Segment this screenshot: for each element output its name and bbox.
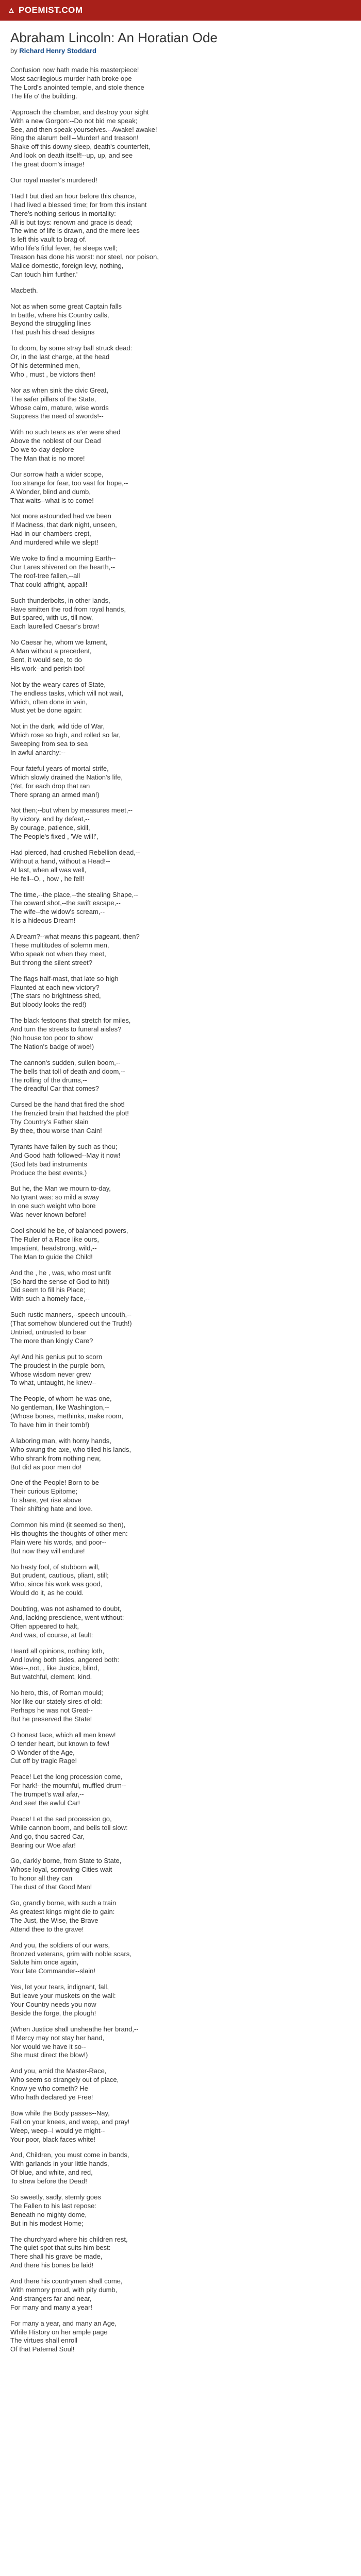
stanza xyxy=(10,1395,351,1430)
poem-line: Our Lares shivered on the hearth,-- xyxy=(10,563,116,571)
poem-line: In battle, where his Country calls, xyxy=(10,311,109,319)
poem-line: A laboring man, with horny hands, xyxy=(10,1436,111,1445)
poem-line: To share, yet rise above xyxy=(10,1496,82,1504)
poem-line: Go, darkly borne, from State to State, xyxy=(10,1857,122,1865)
poem-line: Of that Paternal Soul! xyxy=(10,2345,75,2353)
poem-line: O tender heart, but known to few! xyxy=(10,1739,110,1748)
poem-line: Of blue, and white, and red, xyxy=(10,2168,93,2177)
poem-line: The Man to guide the Child! xyxy=(10,1252,93,1261)
poem-line: See, and then speak yourselves.--Awake! awake! xyxy=(10,125,157,133)
poem-line: As greatest kings might die to gain: xyxy=(10,1907,115,1916)
poem-line: 'Approach the chamber, and destroy your sight xyxy=(10,108,149,116)
poem-line: (God lets bad instruments xyxy=(10,1160,87,1168)
poem-line: Had pierced, had crushed Rebellion dead,-- xyxy=(10,848,140,856)
stanza xyxy=(10,722,351,757)
poem-line: The time,--the place,--the stealing Shape,-- xyxy=(10,890,138,899)
poem-line: The Man that is no more! xyxy=(10,454,85,463)
poem-line: It is a hideous Dream! xyxy=(10,917,76,925)
poem-line: Which rose so high, and rolled so far, xyxy=(10,731,121,739)
author-link[interactable]: Richard Henry Stoddard xyxy=(19,47,96,55)
stanza xyxy=(10,1479,351,1514)
poem-line: To strew before the Dead! xyxy=(10,2177,87,2185)
stanza xyxy=(10,344,351,379)
poem-line: Macbeth. xyxy=(10,286,38,294)
poem-line: Thy Country's Father slain xyxy=(10,1118,89,1126)
poem-line: Salute him once again, xyxy=(10,1958,79,1967)
stanza xyxy=(10,1689,351,1724)
poem-line: The rolling of the drums,-- xyxy=(10,1076,87,1084)
poem-line: Not then;--but when by measures meet,-- xyxy=(10,806,133,815)
poem-line: And murdered while we slept! xyxy=(10,538,99,547)
poem-line: There shall his grave be made, xyxy=(10,2252,103,2261)
poem-line: Who shrank from nothing new, xyxy=(10,1454,101,1462)
poem-line: Whose loyal, sorrowing Cities wait xyxy=(10,1866,112,1874)
poem-line: Nor as when sink the civic Great, xyxy=(10,386,109,394)
poem-line: We woke to find a mourning Earth-- xyxy=(10,554,116,563)
poem-line: Of his determined men, xyxy=(10,362,80,370)
poem-line: The Nation's badge of woe!) xyxy=(10,1042,94,1050)
poem-line: Peace! Let the sad procession go, xyxy=(10,1815,112,1823)
stanza xyxy=(10,1731,351,1766)
poem-line: Bearing our Woe afar! xyxy=(10,1841,76,1849)
stanza xyxy=(10,2319,351,2354)
poem-line: The People, of whom he was one, xyxy=(10,1395,112,1403)
poem-line: But spared, with us, till now, xyxy=(10,614,93,622)
stanza xyxy=(10,2235,351,2270)
stanza xyxy=(10,1647,351,1682)
poem-line: A Wonder, blind and dumb, xyxy=(10,487,91,496)
poem-line: Is left this vault to brag of. xyxy=(10,235,87,244)
site-logo-text: POEMIST.COM xyxy=(19,5,83,15)
poem-line: That could affright, appall! xyxy=(10,580,88,588)
stanza xyxy=(10,933,351,968)
stanza xyxy=(10,1899,351,1934)
poem-line: Ay! And his genius put to scorn xyxy=(10,1352,103,1361)
poem-line: Know ye who cometh? He xyxy=(10,2084,89,2093)
poem-line: And loving both sides, angered both: xyxy=(10,1655,120,1664)
poem-line: And the , he , was, who most unfit xyxy=(10,1268,111,1277)
stanza xyxy=(10,470,351,505)
poem-line: Was--,not, , like Justice, blind, xyxy=(10,1664,100,1672)
poem-line: By thee, thou worse than Cain! xyxy=(10,1127,102,1135)
poem-line: Who , must , be victors then! xyxy=(10,370,95,378)
poem-line: (That somehow blundered out the Truth!) xyxy=(10,1319,132,1328)
stanza xyxy=(10,891,351,926)
stanza xyxy=(10,1227,351,1262)
poem-line: Do we to-day deplore xyxy=(10,446,74,454)
poem-line: The dreadful Car that comes? xyxy=(10,1084,99,1093)
poem-line: No Caesar he, whom we lament, xyxy=(10,638,108,647)
poem-line: But bloody looks the red!) xyxy=(10,1001,87,1009)
poem-line: With memory proud, with pity dumb, xyxy=(10,2286,118,2294)
poem-line: By courage, patience, skill, xyxy=(10,824,90,832)
poem-line: Who speak not when they meet, xyxy=(10,950,106,958)
poem-line: Untried, untrusted to bear xyxy=(10,1328,87,1336)
poem-line: Whose wisdom never grew xyxy=(10,1370,91,1378)
poem-line: Or, in the last charge, at the head xyxy=(10,353,110,361)
poem-body xyxy=(10,66,351,2354)
poem-line: Perhaps he was not Great-- xyxy=(10,1706,93,1715)
poem-line: Go, grandly borne, with such a train xyxy=(10,1899,117,1907)
stanza xyxy=(10,512,351,547)
stanza xyxy=(10,1437,351,1472)
poem-line: So sweetly, sadly, sternly goes xyxy=(10,2193,101,2201)
poem-line: But he preserved the State! xyxy=(10,1715,92,1723)
poem-line: With such a homely face,-- xyxy=(10,1295,90,1303)
poem-line: Weep, weep--I would ye might-- xyxy=(10,2126,105,2134)
stanza xyxy=(10,1059,351,1094)
poem-line: Bronzed veterans, grim with noble scars, xyxy=(10,1950,132,1958)
poem-line: Nor like our stately sires of old: xyxy=(10,1698,102,1706)
poem-line: All is but toys: renown and grace is dead; xyxy=(10,218,133,226)
poem-line: And look on death itself!--up, up, and see xyxy=(10,151,133,160)
poem-line: With garlands in your little hands, xyxy=(10,2160,109,2168)
poem-line: The life o' the building. xyxy=(10,92,77,100)
poem-line: The bells that toll of death and doom,-- xyxy=(10,1067,125,1075)
poem-line: (When Justice shall unsheathe her brand,-- xyxy=(10,2025,139,2033)
poem-line: A Man without a precedent, xyxy=(10,647,92,655)
stanza xyxy=(10,1100,351,1136)
poem-line: Your Country needs you now xyxy=(10,2000,96,2008)
poem-line: The cannon's sudden, sullen boom,-- xyxy=(10,1058,121,1066)
poem-line: To doom, by some stray ball struck dead: xyxy=(10,344,133,352)
poem-line: The Just, the Wise, the Brave xyxy=(10,1916,99,1924)
poem-line: For many and many a year! xyxy=(10,2303,92,2311)
stanza xyxy=(10,286,351,295)
stanza xyxy=(10,806,351,841)
poem-line: Whose calm, mature, wise words xyxy=(10,403,109,412)
stanza xyxy=(10,1773,351,1808)
poem-line: These multitudes of solemn men, xyxy=(10,941,109,949)
poem-line: Beneath no mighty dome, xyxy=(10,2210,87,2218)
stanza xyxy=(10,1143,351,1178)
poem-line: Who hath declared ye Free! xyxy=(10,2093,93,2101)
poem-line: Cool should he be, of balanced powers, xyxy=(10,1227,128,1235)
poem-line: The quiet spot that suits him best: xyxy=(10,2244,111,2252)
poem-line: With no such tears as e'er were shed xyxy=(10,428,121,436)
stanza xyxy=(10,1016,351,1052)
poem-line: The dust of that Good Man! xyxy=(10,1883,92,1891)
poem-line: If Madness, that dark night, unseen, xyxy=(10,521,117,529)
poem-line: And was, of course, at fault: xyxy=(10,1631,93,1639)
poem-line: Such rustic manners,--speech uncouth,-- xyxy=(10,1311,132,1319)
poem-line: The black festoons that stretch for miles, xyxy=(10,1016,131,1025)
poem-line: Too strange for fear, too vast for hope,-- xyxy=(10,479,128,487)
poem-line: Malice domestic, foreign levy, nothing, xyxy=(10,262,124,269)
poem-line: Which, often done in vain, xyxy=(10,698,88,706)
stanza xyxy=(10,192,351,279)
poem-line: If Mercy may not stay her hand, xyxy=(10,2033,105,2042)
poem-line: Their curious Epitome; xyxy=(10,1487,78,1496)
poem-line: (Yet, for each drop that ran xyxy=(10,782,90,790)
poem-line: O honest face, which all men knew! xyxy=(10,1731,116,1739)
poem-line: Suppress the need of swords!-- xyxy=(10,412,104,420)
poem-line: No tyrant was: so mild a sway xyxy=(10,1193,99,1201)
poem-line: The great doom's image! xyxy=(10,160,85,168)
poem-line: Who swung the axe, who tilled his lands, xyxy=(10,1445,132,1453)
poem-line: Confusion now hath made his masterpiece! xyxy=(10,66,139,74)
poem-line: For hark!--the mournful, muffled drum-- xyxy=(10,1782,126,1790)
poem-line: With a new Gorgon:--Do not bid me speak; xyxy=(10,116,138,125)
poem-line: Your poor, black faces white! xyxy=(10,2135,96,2143)
stanza xyxy=(10,66,351,101)
poem-line: Sent, it would see, to do xyxy=(10,655,82,664)
stanza xyxy=(10,2277,351,2312)
poem-line: And Good hath followed--May it now! xyxy=(10,1151,121,1159)
poem-line: Doubting, was not ashamed to doubt, xyxy=(10,1605,122,1613)
poem-line: O Wonder of the Age, xyxy=(10,1748,75,1756)
poem-line: Who seem so strangely out of place, xyxy=(10,2076,119,2084)
poem-line: Tyrants have fallen by such as thou; xyxy=(10,1142,118,1150)
poem-line: But now they will endure! xyxy=(10,1547,85,1555)
poem-line: Sweeping from sea to sea xyxy=(10,740,88,748)
stanza xyxy=(10,1521,351,1556)
poem-line: Such thunderbolts, in other lands, xyxy=(10,596,110,604)
poem-line: But watchful, clement, kind. xyxy=(10,1673,92,1681)
stanza xyxy=(10,2025,351,2060)
poem-line: While cannon boom, and bells toll slow: xyxy=(10,1823,128,1832)
poem-line: Impatient, headstrong, wild,-- xyxy=(10,1244,97,1252)
poem-line: The safer pillars of the State, xyxy=(10,395,96,403)
poem-line: But did as poor men do! xyxy=(10,1463,82,1471)
poem-line: No hero, this, of Roman mould; xyxy=(10,1689,103,1697)
poem-line: No gentleman, like Washington,-- xyxy=(10,1403,109,1412)
poem-line: To honor all they can xyxy=(10,1874,72,1883)
poem-line: No hasty fool, of stubborn will, xyxy=(10,1563,100,1571)
poem-line: The proudest in the purple born, xyxy=(10,1361,106,1369)
poem-line: But he, the Man we mourn to-day, xyxy=(10,1184,111,1193)
poem-line: The Fallen to his last repose: xyxy=(10,2201,96,2210)
poem-line: And strangers far and near, xyxy=(10,2294,92,2302)
poem-line: Who life's fitful fever, he sleeps well; xyxy=(10,244,118,252)
poem-line: Not by the weary cares of State, xyxy=(10,680,106,688)
poem-line: Common his mind (it seemed so then), xyxy=(10,1520,126,1529)
stanza xyxy=(10,2067,351,2102)
poem-line: The endless tasks, which will not wait, xyxy=(10,689,123,697)
stanza xyxy=(10,1857,351,1892)
poem-line: Ring the alarum bell!--Murder! and treason! xyxy=(10,134,139,142)
poem-line: Our royal master's murdered! xyxy=(10,176,97,184)
poem-line: In one such weight who bore xyxy=(10,1202,96,1210)
stanza xyxy=(10,176,351,185)
poem-line: Cursed be the hand that fired the shot! xyxy=(10,1100,125,1109)
stanza xyxy=(10,597,351,632)
poem-line: (Whose bones, methinks, make room, xyxy=(10,1412,123,1420)
stanza xyxy=(10,975,351,1010)
poem-line: I had lived a blessed time; for from this instant xyxy=(10,200,147,209)
poem-line: Did seem to fill his Place; xyxy=(10,1286,86,1294)
stanza xyxy=(10,2109,351,2144)
poem-line: But throng the silent street? xyxy=(10,958,92,967)
poem-line: Peace! Let the long procession come, xyxy=(10,1773,123,1781)
poem-byline xyxy=(10,47,351,55)
stanza xyxy=(10,849,351,884)
poem-line: Not in the dark, wild tide of War, xyxy=(10,722,105,731)
poem-line: Cut off by tragic Rage! xyxy=(10,1757,77,1765)
poem-line: Treason has done his worst: nor steel, nor poison, xyxy=(10,253,159,261)
stanza xyxy=(10,638,351,673)
poem-line: That push his dread designs xyxy=(10,328,95,336)
poem-line: The more than kingly Care? xyxy=(10,1336,93,1345)
poem-line: Had in our chambers crept, xyxy=(10,530,91,538)
poem-line: Without a hand, without a Head!-- xyxy=(10,857,110,865)
poem-line: Most sacrilegious murder hath broke ope xyxy=(10,75,132,83)
poem-line: And, Children, you must come in bands, xyxy=(10,2151,129,2159)
poem-line: Four fateful years of mortal strife, xyxy=(10,764,109,772)
poem-line: The coward shot,--the swift escape,-- xyxy=(10,899,121,907)
poem-line: Have smitten the rod from royal hands, xyxy=(10,605,126,613)
poem-line: There's nothing serious in mortality: xyxy=(10,209,116,217)
byline-prefix: by xyxy=(10,47,18,55)
poem-line: Fall on your knees, and weep, and pray! xyxy=(10,2117,130,2126)
poem-line: (No house too poor to show xyxy=(10,1034,93,1042)
poem-line: Which slowly drained the Nation's life, xyxy=(10,773,123,781)
poem-line: Their shifting hate and love. xyxy=(10,1505,93,1513)
poemist-logo-icon xyxy=(7,6,15,14)
poem-line: The Lord's anointed temple, and stole thence xyxy=(10,83,144,91)
poem-line: The wife--the widow's scream,-- xyxy=(10,908,105,916)
poem-line: His thoughts the thoughts of other men: xyxy=(10,1529,128,1537)
poem-line: Heard all opinions, nothing loth, xyxy=(10,1647,105,1655)
poem-line: The frenzied brain that hatched the plot! xyxy=(10,1109,129,1117)
stanza xyxy=(10,386,351,421)
poem-line: Above the noblest of our Dead xyxy=(10,437,101,445)
poem-line: Not more astounded had we been xyxy=(10,512,111,520)
poem-line: (The stars no brightness shed, xyxy=(10,992,101,1000)
stanza xyxy=(10,1563,351,1598)
poem-line: That waits--what is to come! xyxy=(10,496,94,504)
site-header xyxy=(0,0,361,21)
poem-line: To what, untaught, he knew-- xyxy=(10,1379,96,1387)
poem-line: In awful anarchy:-- xyxy=(10,748,65,756)
poem-line: And there his bones be laid! xyxy=(10,2261,94,2269)
stanza xyxy=(10,1815,351,1850)
poem-line: Your late Commander--slain! xyxy=(10,1967,95,1975)
poem-line: One of the People! Born to be xyxy=(10,1479,100,1487)
poem-line: Plain were his words, and poor-- xyxy=(10,1538,107,1546)
stanza xyxy=(10,1184,351,1219)
poem-line: By victory, and by defeat,-- xyxy=(10,815,90,823)
poem-content xyxy=(0,21,361,2354)
stanza xyxy=(10,302,351,337)
poem-line: Was never known before! xyxy=(10,1211,86,1219)
poem-line: The virtues shall enroll xyxy=(10,2336,78,2345)
poem-line: Shake off this downy sleep, death's counterfeit, xyxy=(10,143,151,151)
poem-line: But leave your muskets on the wall: xyxy=(10,1992,116,2000)
poem-line: There sprang an armed man!) xyxy=(10,790,100,799)
poem-line: Nor would we have it so-- xyxy=(10,2042,86,2050)
poem-line: And you, amid the Master-Race, xyxy=(10,2067,107,2075)
poem-line: Must yet be done again: xyxy=(10,706,82,715)
poem-line: Bow while the Body passes--Nay, xyxy=(10,2109,110,2117)
poem-line: The churchyard where his children rest, xyxy=(10,2235,128,2243)
poem-line: Attend thee to the grave! xyxy=(10,1925,84,1933)
poem-line: His work--and perish too! xyxy=(10,664,85,672)
poem-line: And turn the streets to funeral aisles? xyxy=(10,1025,122,1033)
stanza xyxy=(10,681,351,716)
stanza xyxy=(10,1311,351,1346)
poem-line: The wine of life is drawn, and the mere lees xyxy=(10,227,140,235)
stanza xyxy=(10,1605,351,1640)
poem-line: Would do it, as he could. xyxy=(10,1589,84,1597)
poem-line: For many a year, and many an Age, xyxy=(10,2319,117,2327)
stanza xyxy=(10,2151,351,2186)
poem-line: Flaunted at each new victory? xyxy=(10,983,100,991)
poem-line: Each laurelled Caesar's brow! xyxy=(10,622,100,631)
poem-line: The Ruler of a Race like ours, xyxy=(10,1235,99,1243)
poem-line: Our sorrow hath a wider scope, xyxy=(10,470,104,478)
poem-line: And go, thou sacred Car, xyxy=(10,1832,85,1840)
poem-line: Who, since his work was good, xyxy=(10,1580,103,1588)
stanza xyxy=(10,108,351,169)
stanza xyxy=(10,765,351,800)
poem-line: Produce the best events.) xyxy=(10,1168,87,1177)
poem-line: At last, when all was well, xyxy=(10,866,87,874)
poem-line: (So hard the sense of God to hit!) xyxy=(10,1277,110,1285)
poem-line: Often appeared to halt, xyxy=(10,1622,79,1630)
poem-line: And see! the awful Car! xyxy=(10,1799,80,1807)
stanza xyxy=(10,1983,351,2018)
poem-line: The flags half-mast, that late so high xyxy=(10,974,119,982)
poem-line: Yes, let your tears, indignant, fall, xyxy=(10,1983,109,1991)
poem-line: Not as when some great Captain falls xyxy=(10,302,122,310)
stanza xyxy=(10,2193,351,2228)
poem-line: Beside the forge, the plough! xyxy=(10,2009,96,2017)
poem-line: While History on her ample page xyxy=(10,2328,108,2336)
stanza xyxy=(10,1941,351,1976)
poem-line: The roof-tree fallen,--all xyxy=(10,571,80,580)
poem-line: He fell--O, , how , he fell! xyxy=(10,874,85,883)
poem-line: Can touch him further.' xyxy=(10,270,78,278)
poem-line: Beyond the struggling lines xyxy=(10,319,91,328)
stanza xyxy=(10,554,351,589)
poem-line: But in his modest Home; xyxy=(10,2219,84,2227)
poem-line: A Dream?--what means this pageant, then? xyxy=(10,933,140,941)
poem-line: And you, the soldiers of our wars, xyxy=(10,1941,110,1949)
stanza xyxy=(10,1353,351,1388)
poem-line: The trumpet's wail afar,-- xyxy=(10,1790,84,1799)
poem-line: And there his countrymen shall come, xyxy=(10,2277,123,2285)
site-logo-link[interactable] xyxy=(7,5,83,15)
poem-line: The People's fixed , 'We will!', xyxy=(10,833,99,841)
stanza xyxy=(10,428,351,463)
poem-line: But prudent, cautious, pliant, still; xyxy=(10,1571,109,1580)
poem-line: She must direct the blow!) xyxy=(10,2051,88,2059)
poem-line: And, lacking prescience, went without: xyxy=(10,1614,124,1621)
poem-title: Abraham Lincoln: An Horatian Ode xyxy=(10,30,218,45)
poem-line: 'Had I but died an hour before this chance, xyxy=(10,192,137,200)
poem-line: To have him in their tomb!) xyxy=(10,1420,90,1429)
stanza xyxy=(10,1269,351,1304)
